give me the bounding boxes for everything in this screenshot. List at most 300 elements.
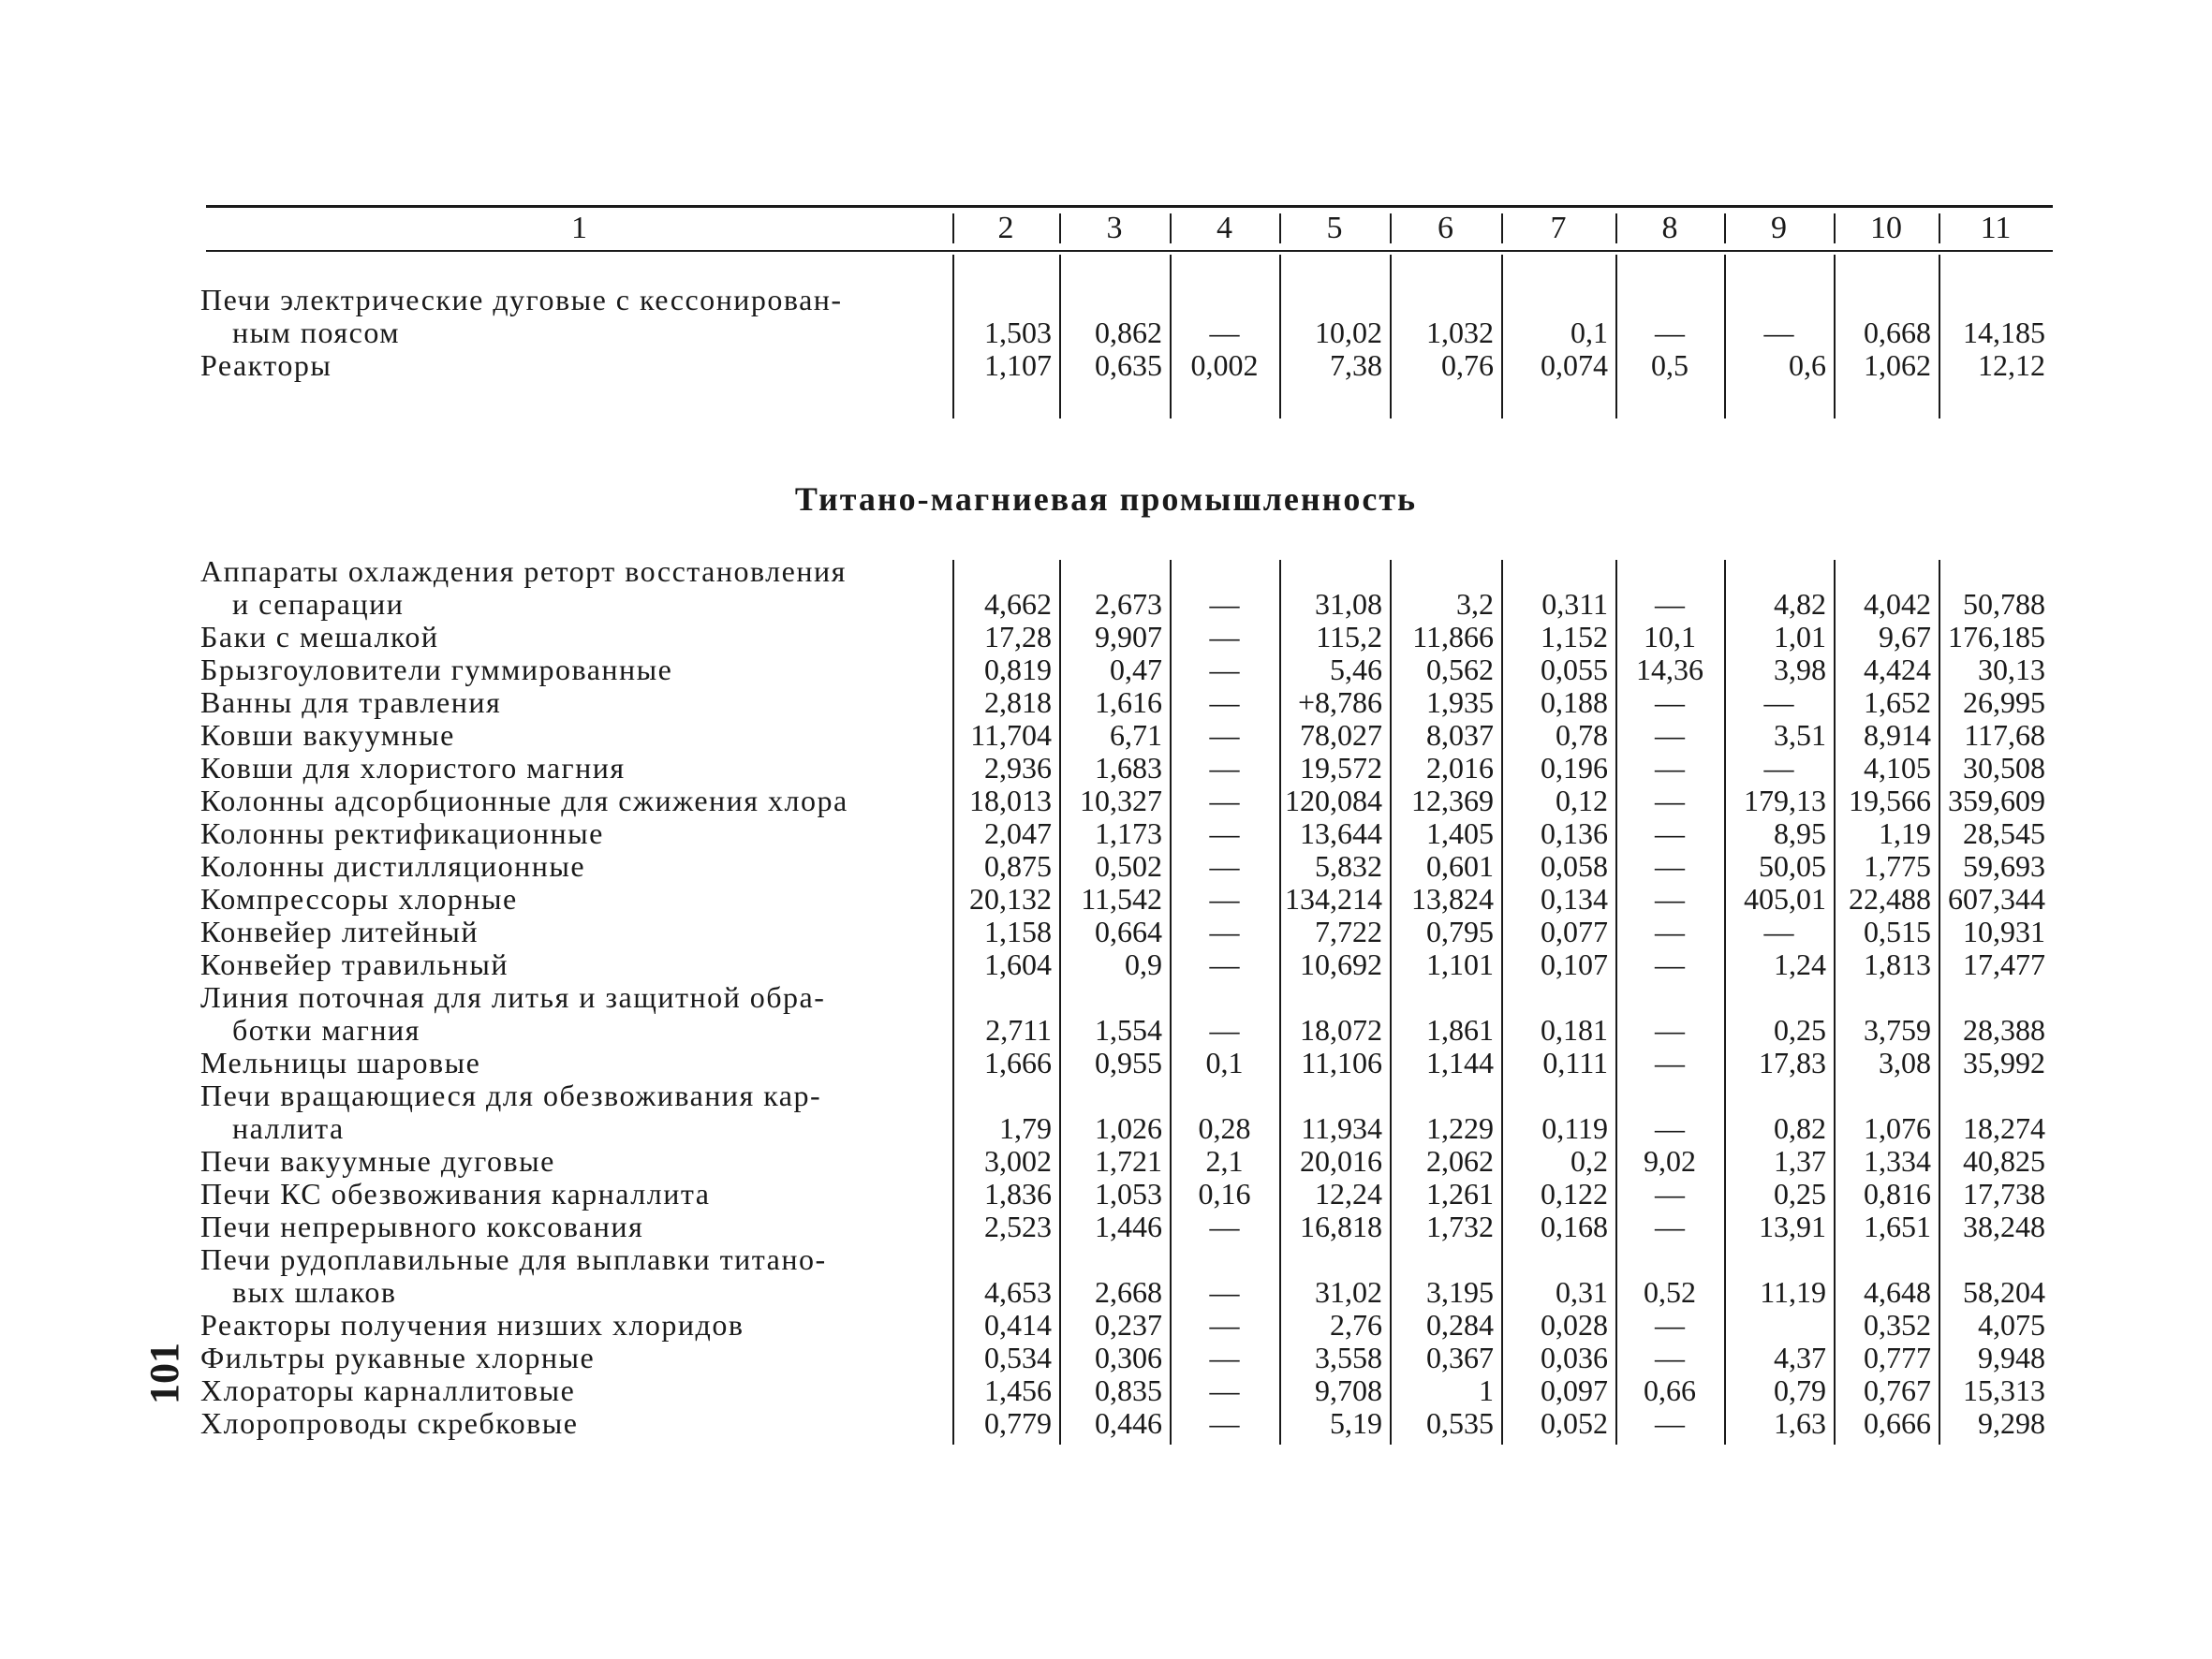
table-cell: 0,875 <box>984 849 1052 883</box>
table-cell: 0,82 <box>1774 1111 1826 1145</box>
table-cell: — <box>1209 816 1240 850</box>
table-cell: 0,25 <box>1774 1177 1826 1211</box>
table-cell: 0,311 <box>1541 587 1608 621</box>
table-cell: — <box>1655 947 1685 981</box>
table-cell: — <box>1655 718 1685 752</box>
table-cell: 0,16 <box>1198 1177 1251 1211</box>
table-cell: 0,76 <box>1441 348 1494 382</box>
table-cell: — <box>1209 620 1240 653</box>
table-cell: 176,185 <box>1948 620 2045 653</box>
table-cell: — <box>1209 784 1240 817</box>
table-cell: — <box>1655 1341 1685 1374</box>
table-cell: 1,076 <box>1864 1111 1931 1145</box>
table-cell: — <box>1763 685 1794 719</box>
table-cell: 40,825 <box>1963 1144 2045 1178</box>
table-cell: 20,016 <box>1300 1144 1382 1178</box>
table-cell: 19,572 <box>1300 751 1382 785</box>
row-label: ным поясом <box>232 316 400 349</box>
table-cell: 35,992 <box>1963 1046 2045 1079</box>
row-label: Колонны ректификационные <box>200 816 604 850</box>
column-separator <box>1501 560 1503 1445</box>
table-cell: 1,446 <box>1095 1210 1162 1243</box>
table-cell: +8,786 <box>1297 685 1382 719</box>
table-cell: 11,542 <box>1081 882 1162 916</box>
table-cell: 1,861 <box>1426 1013 1494 1047</box>
table-cell: 0,1 <box>1571 316 1608 349</box>
table-cell: 3,2 <box>1456 587 1494 621</box>
row-label: Конвейер литейный <box>200 915 479 948</box>
table-cell: 2,1 <box>1205 1144 1244 1178</box>
header-separator <box>1615 213 1617 243</box>
table-cell: 4,648 <box>1864 1275 1931 1309</box>
table-cell: 1,261 <box>1426 1177 1494 1211</box>
row-label: Хлораторы карналлитовые <box>200 1373 576 1407</box>
table-cell: 28,545 <box>1963 816 2045 850</box>
table-cell: 31,02 <box>1315 1275 1382 1309</box>
header-separator <box>1170 213 1172 243</box>
table-cell: 50,788 <box>1963 587 2045 621</box>
table-cell: 0,79 <box>1774 1373 1826 1407</box>
table-cell: 0,767 <box>1864 1373 1931 1407</box>
table-cell: 115,2 <box>1316 620 1382 653</box>
table-cell: 10,692 <box>1300 947 1382 981</box>
table-cell: — <box>1209 1210 1240 1243</box>
column-separator <box>952 255 954 418</box>
table-cell: 22,488 <box>1849 882 1931 916</box>
table-cell: 0,9 <box>1125 947 1162 981</box>
table-cell: 17,28 <box>984 620 1052 653</box>
header-separator <box>1939 213 1940 243</box>
table-cell: — <box>1655 1210 1685 1243</box>
section-title: Титано-магниевая промышленность <box>794 480 1418 518</box>
row-label: и сепарации <box>232 587 405 621</box>
table-cell: 9,948 <box>1978 1341 2045 1374</box>
row-label: Конвейер травильный <box>200 947 509 981</box>
table-cell: 0,78 <box>1556 718 1608 752</box>
table-cell: 1,935 <box>1426 685 1494 719</box>
row-label: Ванны для травления <box>200 685 502 719</box>
table-cell: 3,98 <box>1774 653 1826 686</box>
table-cell: 0,12 <box>1556 784 1608 817</box>
table-cell: 1,63 <box>1774 1406 1826 1440</box>
column-separator <box>1390 255 1392 418</box>
table-cell: — <box>1209 1013 1240 1047</box>
table-cell: — <box>1209 1308 1240 1342</box>
table-cell: 2,711 <box>985 1013 1052 1047</box>
column-header-2: 2 <box>997 211 1014 245</box>
table-cell: 9,907 <box>1095 620 1162 653</box>
table-cell: — <box>1655 685 1685 719</box>
column-header-1: 1 <box>571 211 587 245</box>
table-cell: 0,534 <box>984 1341 1052 1374</box>
table-cell: 12,12 <box>1978 348 2045 382</box>
table-cell: — <box>1763 316 1794 349</box>
table-cell: 0,28 <box>1198 1111 1251 1145</box>
column-header-8: 8 <box>1661 211 1678 245</box>
table-cell: 1,683 <box>1095 751 1162 785</box>
table-cell: 607,344 <box>1948 882 2045 916</box>
table-cell: — <box>1655 915 1685 948</box>
row-label: Реакторы получения низших хлоридов <box>200 1308 745 1342</box>
row-label: Мельницы шаровые <box>200 1046 481 1079</box>
column-separator <box>1615 255 1617 418</box>
table-cell: 405,01 <box>1744 882 1826 916</box>
table-cell: 50,05 <box>1759 849 1826 883</box>
column-separator <box>952 560 954 1445</box>
table-cell: 10,931 <box>1963 915 2045 948</box>
table-cell: 59,693 <box>1963 849 2045 883</box>
table-cell: 11,866 <box>1412 620 1494 653</box>
table-cell: 4,37 <box>1774 1341 1826 1374</box>
table-cell: — <box>1209 751 1240 785</box>
table-cell: 1,836 <box>984 1177 1052 1211</box>
table-cell: 0,502 <box>1095 849 1162 883</box>
table-cell: 9,298 <box>1978 1406 2045 1440</box>
row-label: ботки магния <box>232 1013 420 1047</box>
row-label: Печи вакуумные дуговые <box>200 1144 555 1178</box>
column-header-10: 10 <box>1870 211 1902 245</box>
table-cell: 4,424 <box>1864 653 1931 686</box>
table-cell: — <box>1209 1406 1240 1440</box>
table-cell: 11,106 <box>1301 1046 1382 1079</box>
table-cell: 0,168 <box>1541 1210 1608 1243</box>
table-cell: 2,668 <box>1095 1275 1162 1309</box>
table-cell: 0,779 <box>984 1406 1052 1440</box>
table-cell: 1,813 <box>1864 947 1931 981</box>
table-cell: 0,111 <box>1542 1046 1608 1079</box>
header-bottom-rule <box>206 250 2053 252</box>
table-cell: 4,662 <box>984 587 1052 621</box>
table-cell: 3,002 <box>984 1144 1052 1178</box>
table-cell: 8,95 <box>1774 816 1826 850</box>
header-separator <box>952 213 954 243</box>
table-cell: 78,027 <box>1300 718 1382 752</box>
table-cell: 10,1 <box>1644 620 1696 653</box>
table-cell: 2,673 <box>1095 587 1162 621</box>
table-cell: 1,79 <box>999 1111 1052 1145</box>
column-header-9: 9 <box>1771 211 1787 245</box>
table-cell: 0,028 <box>1541 1308 1608 1342</box>
table-cell: 8,037 <box>1426 718 1494 752</box>
row-label: Печи рудоплавильные для выплавки титано- <box>200 1242 827 1276</box>
table-cell: 1,405 <box>1426 816 1494 850</box>
table-cell: 0,635 <box>1095 348 1162 382</box>
table-cell: 0,367 <box>1426 1341 1494 1374</box>
table-cell: 0,237 <box>1095 1308 1162 1342</box>
table-cell: 2,76 <box>1330 1308 1382 1342</box>
page-number: 101 <box>141 1343 187 1404</box>
table-cell: 179,13 <box>1744 784 1826 817</box>
table-cell: 0,058 <box>1541 849 1608 883</box>
table-cell: — <box>1655 1177 1685 1211</box>
header-separator <box>1390 213 1392 243</box>
table-cell: 3,195 <box>1426 1275 1494 1309</box>
table-cell: — <box>1655 1013 1685 1047</box>
table-cell: — <box>1209 1373 1240 1407</box>
column-header-11: 11 <box>1980 211 2012 245</box>
header-separator <box>1834 213 1836 243</box>
table-cell: 14,36 <box>1636 653 1703 686</box>
table-cell: 3,759 <box>1864 1013 1931 1047</box>
table-cell: 9,708 <box>1315 1373 1382 1407</box>
table-cell: 120,084 <box>1285 784 1382 817</box>
table-cell: 11,704 <box>970 718 1052 752</box>
table-cell: 13,91 <box>1759 1210 1826 1243</box>
row-label: Хлоропроводы скребковые <box>200 1406 579 1440</box>
row-label: Колонны адсорбционные для сжижения хлора <box>200 784 848 817</box>
table-cell: — <box>1655 1406 1685 1440</box>
table-cell: 0,819 <box>984 653 1052 686</box>
header-separator <box>1059 213 1061 243</box>
table-cell: 0,816 <box>1864 1177 1931 1211</box>
table-cell: 16,818 <box>1300 1210 1382 1243</box>
table-cell: — <box>1655 316 1685 349</box>
table-cell: 18,013 <box>969 784 1052 817</box>
table-cell: 0,097 <box>1541 1373 1608 1407</box>
table-cell: 18,072 <box>1300 1013 1382 1047</box>
table-cell: — <box>1209 882 1240 916</box>
table-cell: 117,68 <box>1964 718 2045 752</box>
table-cell: 11,19 <box>1760 1275 1826 1309</box>
table-cell: — <box>1209 316 1240 349</box>
table-cell: 19,566 <box>1849 784 1931 817</box>
table-cell: — <box>1763 915 1794 948</box>
table-cell: 12,24 <box>1315 1177 1382 1211</box>
table-cell: 0,188 <box>1541 685 1608 719</box>
table-cell: 0,5 <box>1651 348 1688 382</box>
table-cell: 0,107 <box>1541 947 1608 981</box>
row-label: Печи КС обезвоживания карналлита <box>200 1177 711 1211</box>
table-cell: 1,604 <box>984 947 1052 981</box>
table-cell: 7,38 <box>1330 348 1382 382</box>
table-cell: 1,032 <box>1426 316 1494 349</box>
table-cell: 1,158 <box>984 915 1052 948</box>
table-cell: 1,503 <box>984 316 1052 349</box>
table-cell: — <box>1655 1308 1685 1342</box>
table-cell: 38,248 <box>1963 1210 2045 1243</box>
table-cell: 0,562 <box>1426 653 1494 686</box>
table-cell: 1,721 <box>1095 1144 1162 1178</box>
row-label: вых шлаков <box>232 1275 397 1309</box>
table-cell: 4,82 <box>1774 587 1826 621</box>
column-separator <box>1939 560 1940 1445</box>
column-separator <box>1170 255 1172 418</box>
table-cell: — <box>1655 882 1685 916</box>
column-separator <box>1501 255 1503 418</box>
table-cell: 1,144 <box>1426 1046 1494 1079</box>
table-cell: — <box>1209 1341 1240 1374</box>
table-cell: 1,026 <box>1095 1111 1162 1145</box>
table-cell: — <box>1655 849 1685 883</box>
table-cell: 2,936 <box>984 751 1052 785</box>
table-cell: 28,388 <box>1963 1013 2045 1047</box>
row-label: наллита <box>232 1111 345 1145</box>
table-cell: — <box>1209 915 1240 948</box>
table-cell: 1,101 <box>1426 947 1494 981</box>
table-cell: 0,036 <box>1541 1341 1608 1374</box>
table-cell: 1,666 <box>984 1046 1052 1079</box>
table-cell: 0,862 <box>1095 316 1162 349</box>
column-separator <box>1279 255 1281 418</box>
table-cell: 10,02 <box>1315 316 1382 349</box>
table-cell: 31,08 <box>1315 587 1382 621</box>
table-cell: 1,152 <box>1541 620 1608 653</box>
table-cell: 4,042 <box>1864 587 1931 621</box>
table-cell: 4,075 <box>1978 1308 2045 1342</box>
table-cell: 0,668 <box>1864 316 1931 349</box>
table-cell: 0,1 <box>1205 1046 1244 1079</box>
table-cell: 17,83 <box>1759 1046 1826 1079</box>
table-cell: 0,446 <box>1095 1406 1162 1440</box>
table-cell: 1,173 <box>1095 816 1162 850</box>
table-cell: 30,508 <box>1963 751 2045 785</box>
column-separator <box>1724 560 1726 1445</box>
row-label: Ковши для хлористого магния <box>200 751 626 785</box>
table-cell: 3,558 <box>1315 1341 1382 1374</box>
table-cell: 1,554 <box>1095 1013 1162 1047</box>
table-cell: 0,664 <box>1095 915 1162 948</box>
table-cell: 0,515 <box>1864 915 1931 948</box>
table-cell: — <box>1209 653 1240 686</box>
table-cell: 3,08 <box>1879 1046 1931 1079</box>
table-cell: — <box>1209 947 1240 981</box>
table-cell: 12,369 <box>1411 784 1494 817</box>
table-cell: 5,19 <box>1330 1406 1382 1440</box>
table-cell: 0,2 <box>1571 1144 1608 1178</box>
table-cell: 13,824 <box>1411 882 1494 916</box>
table-cell: 0,284 <box>1426 1308 1494 1342</box>
column-separator <box>1390 560 1392 1445</box>
table-cell: 5,46 <box>1330 653 1382 686</box>
table-cell: 0,52 <box>1644 1275 1696 1309</box>
table-cell: 0,47 <box>1110 653 1162 686</box>
table-cell: 0,535 <box>1426 1406 1494 1440</box>
table-cell: — <box>1655 1046 1685 1079</box>
table-cell: — <box>1763 751 1794 785</box>
row-label: Колонны дистилляционные <box>200 849 586 883</box>
table-cell: 1,652 <box>1864 685 1931 719</box>
table-cell: 0,795 <box>1426 915 1494 948</box>
table-cell: 4,653 <box>984 1275 1052 1309</box>
header-separator <box>1724 213 1726 243</box>
table-cell: — <box>1209 685 1240 719</box>
table-cell: — <box>1209 849 1240 883</box>
table-cell: — <box>1655 816 1685 850</box>
table-cell: 17,738 <box>1963 1177 2045 1211</box>
column-separator <box>1279 560 1281 1445</box>
table-cell: 26,995 <box>1963 685 2045 719</box>
table-cell: 11,934 <box>1301 1111 1382 1145</box>
table-cell: 0,835 <box>1095 1373 1162 1407</box>
table-cell: 0,055 <box>1541 653 1608 686</box>
table-cell: 9,67 <box>1879 620 1931 653</box>
column-separator <box>1834 560 1836 1445</box>
table-cell: — <box>1209 587 1240 621</box>
table-cell: 18,274 <box>1963 1111 2045 1145</box>
table-cell: 1,053 <box>1095 1177 1162 1211</box>
row-label: Компрессоры хлорные <box>200 882 518 916</box>
table-cell: 17,477 <box>1963 947 2045 981</box>
table-cell: 1,456 <box>984 1373 1052 1407</box>
table-cell: 1,229 <box>1426 1111 1494 1145</box>
table-cell: 2,016 <box>1426 751 1494 785</box>
table-cell: 2,047 <box>984 816 1052 850</box>
table-cell: 2,062 <box>1426 1144 1494 1178</box>
table-cell: 0,134 <box>1541 882 1608 916</box>
table-cell: 6,71 <box>1110 718 1162 752</box>
table-cell: 0,6 <box>1789 348 1826 382</box>
row-label: Аппараты охлаждения реторт восстановления <box>200 554 847 588</box>
table-cell: 1,24 <box>1774 947 1826 981</box>
row-label: Брызгоуловители гуммированные <box>200 653 673 686</box>
row-label: Баки с мешалкой <box>200 620 439 653</box>
table-cell: 0,122 <box>1541 1177 1608 1211</box>
table-cell: 1,334 <box>1864 1144 1931 1178</box>
table-cell: 3,51 <box>1774 718 1826 752</box>
table-cell: 13,644 <box>1300 816 1382 850</box>
table-cell: 1,19 <box>1879 816 1931 850</box>
column-separator <box>1834 255 1836 418</box>
table-cell: 1,651 <box>1864 1210 1931 1243</box>
column-header-3: 3 <box>1106 211 1123 245</box>
column-header-4: 4 <box>1217 211 1232 245</box>
table-cell: 14,185 <box>1963 316 2045 349</box>
table-cell: 5,832 <box>1315 849 1382 883</box>
table-cell: 0,306 <box>1095 1341 1162 1374</box>
column-separator <box>1615 560 1617 1445</box>
table-cell: — <box>1209 718 1240 752</box>
table-cell: — <box>1655 1111 1685 1145</box>
table-cell: 2,523 <box>984 1210 1052 1243</box>
table-cell: 0,66 <box>1644 1373 1696 1407</box>
table-cell: — <box>1655 784 1685 817</box>
row-label: Реакторы <box>200 348 332 382</box>
table-cell: 0,002 <box>1190 348 1259 382</box>
table-cell: 0,666 <box>1864 1406 1931 1440</box>
table-cell: 0,052 <box>1541 1406 1608 1440</box>
table-cell: 359,609 <box>1948 784 2045 817</box>
column-separator <box>1939 255 1940 418</box>
table-cell: 0,25 <box>1774 1013 1826 1047</box>
table-cell: 58,204 <box>1963 1275 2045 1309</box>
row-label: Фильтры рукавные хлорные <box>200 1341 596 1374</box>
column-header-7: 7 <box>1550 211 1567 245</box>
table-cell: 1,107 <box>984 348 1052 382</box>
table-cell: 1,732 <box>1426 1210 1494 1243</box>
table-cell: 20,132 <box>969 882 1052 916</box>
table-cell: 0,601 <box>1426 849 1494 883</box>
row-label: Печи непрерывного коксования <box>200 1210 644 1243</box>
table-cell: 0,077 <box>1541 915 1608 948</box>
row-label: Ковши вакуумные <box>200 718 455 752</box>
header-separator <box>1279 213 1281 243</box>
table-cell: 0,777 <box>1864 1341 1931 1374</box>
table-cell: 0,955 <box>1095 1046 1162 1079</box>
table-cell: 30,13 <box>1978 653 2045 686</box>
column-separator <box>1059 255 1061 418</box>
table-cell: 0,196 <box>1541 751 1608 785</box>
table-cell: 0,352 <box>1864 1308 1931 1342</box>
table-cell: 10,327 <box>1080 784 1162 817</box>
table-cell: 8,914 <box>1864 718 1931 752</box>
row-label: Печи вращающиеся для обезвоживания кар- <box>200 1079 822 1112</box>
table-cell: 0,119 <box>1541 1111 1608 1145</box>
table-cell: 1,37 <box>1774 1144 1826 1178</box>
table-cell: 7,722 <box>1315 915 1382 948</box>
table-cell: 1,062 <box>1864 348 1931 382</box>
table-cell: — <box>1655 751 1685 785</box>
table-cell: — <box>1655 587 1685 621</box>
